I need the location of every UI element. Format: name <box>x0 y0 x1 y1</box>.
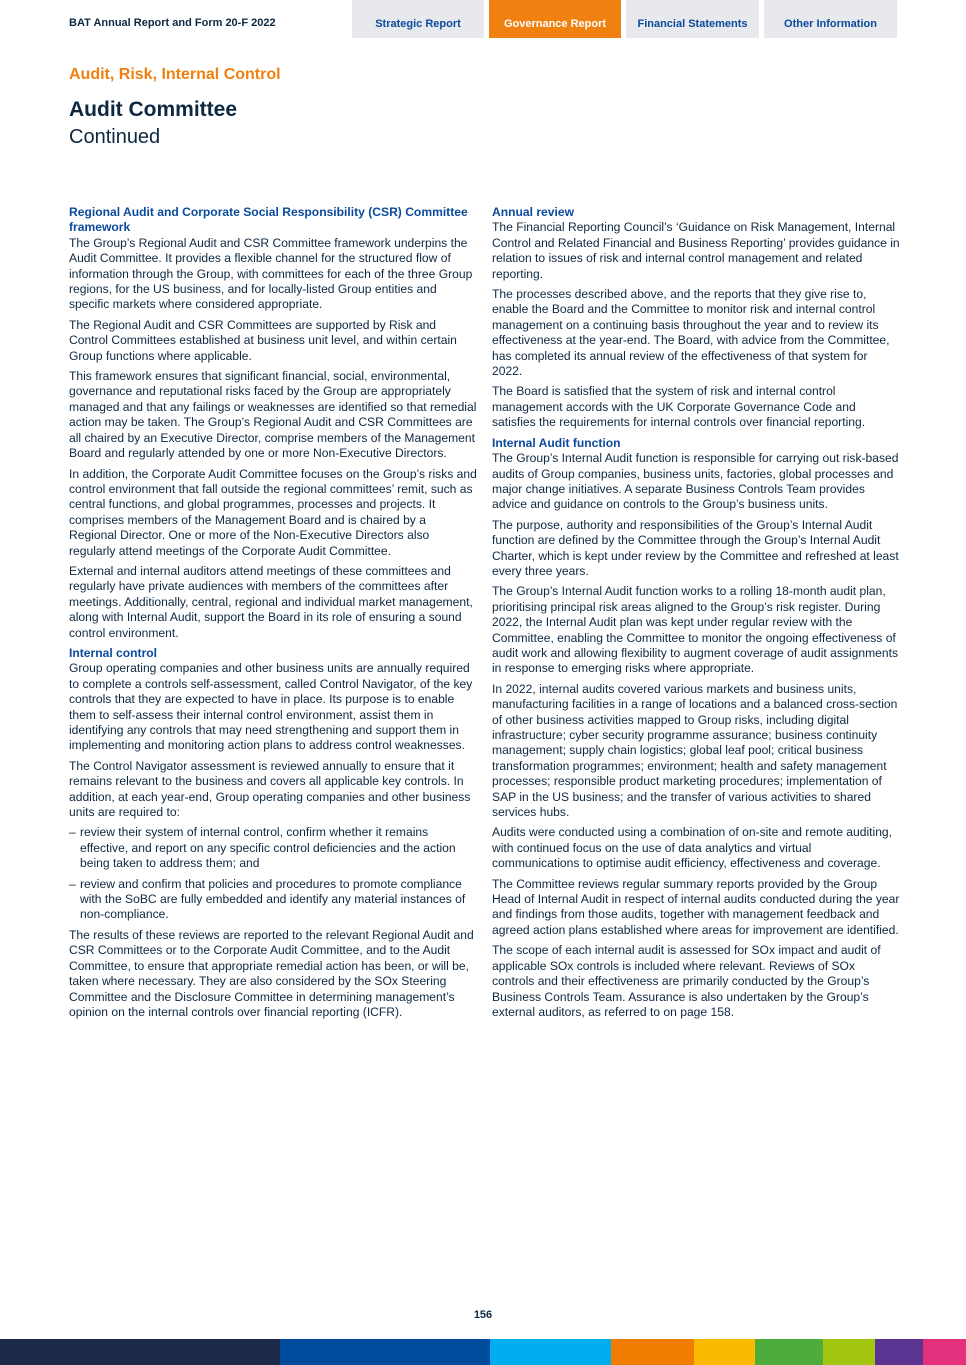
left-column <box>69 205 477 1025</box>
tab-strategic-report[interactable]: Strategic Report <box>352 0 484 38</box>
heading-internal-audit-function: Internal Audit function <box>492 435 621 450</box>
top-navigation-bar <box>0 0 966 38</box>
heading-internal-control: Internal control <box>69 645 158 660</box>
paragraph: The Control Navigator assessment is reviewed annually to ensure that it remains relevant to the business and covers all applicable key controls. In addition, at each year-end, Group operating companies and other business units are required to: <box>69 758 471 820</box>
list-item <box>69 825 477 871</box>
page-subtitle: Continued <box>69 126 161 148</box>
requirements-list <box>69 825 477 922</box>
paragraph: Group operating companies and other business units are annually required to complete a controls self-assessment, called Control Navigator, of the key controls that they are expected to have in place. Its purpose is to enable them to self-assess their internal control environment, assist them in identifying any controls that may need strengthening and support them in implementing and monitoring action plans to address control weaknesses. <box>69 661 473 753</box>
list-item-text: review their system of internal control, confirm whether it remains effective, and report on any specific control deficiencies and the action being taken to address them; and <box>80 825 456 871</box>
dash-bullet: – <box>69 825 76 840</box>
page-number: 156 <box>473 1309 493 1321</box>
tab-governance-report[interactable]: Governance Report <box>489 0 621 38</box>
color-segment <box>694 1339 755 1365</box>
paragraph: The processes described above, and the reports that they give rise to, enable the Board and the Committee to monitor risk and internal control management on a continuing basis throughout the year and to review its effectiveness at the year-end. The Board, with advice from the Committee, has completed its annual review of the effectiveness of that system for 2022. <box>492 287 890 379</box>
paragraph: The Regional Audit and CSR Committees are supported by Risk and Control Committees established at business unit level, and within certain Group functions where applicable. <box>69 317 457 363</box>
paragraph: The Committee reviews regular summary reports provided by the Group Head of Internal Audit in respect of internal audits conducted during the year and findings from those audits, together with management feedback and agreed action plans established where areas for improvement are identified. <box>492 876 900 937</box>
paragraph: The scope of each internal audit is assessed for SOx impact and audit of applicable SOx controls is included where relevant. Reviews of SOx controls and their effectiveness are primarily conducted by the Group’s Business Controls Team. Assurance is also undertaken by the Group’s external auditors, as referred to on page 158. <box>492 943 881 1019</box>
paragraph: The purpose, authority and responsibilities of the Group’s Internal Audit function are defined by the Committee through the Group’s Internal Audit Charter, which is kept under review by the Committee and refreshed at least every three years. <box>492 517 899 578</box>
color-segment <box>0 1339 280 1365</box>
tab-financial-statements[interactable]: Financial Statements <box>626 0 759 38</box>
color-segment <box>823 1339 875 1365</box>
color-segment <box>490 1339 611 1365</box>
right-column <box>492 205 900 1025</box>
paragraph: This framework ensures that significant financial, social, environmental, governance and reputational risks faced by the Group are appropriately managed and that any failings or weaknesses are identified so that remedial action may be taken. The Group’s Regional Audit and CSR Committees are all chaired by an Executive Director, comprise members of the Management Board and regularly attended by one or more Non-Executive Directors. <box>69 369 477 461</box>
paragraph: The Group’s Regional Audit and CSR Committee framework underpins the Audit Committee. It provides a flexible channel for the structured flow of information through the Group, with committees for each of the three Group regions, for the US business, and for locally-listed Group entities and specific markets where considered appropriate. <box>69 235 473 312</box>
dash-bullet: – <box>69 876 76 891</box>
paragraph: Audits were conducted using a combination of on-site and remote auditing, with continued focus on the use of data analytics and virtual communications to optimise audit efficiency, effectiveness and coverage. <box>492 825 893 871</box>
paragraph: The results of these reviews are reported to the relevant Regional Audit and CSR Committees or to the Corporate Audit Committee, and to the Audit Committee, to ensure that appropriate remedial action has been, or will be, taken where necessary. They are also considered by the SOx Steering Committee and the Disclosure Committee in determining management’s opinion on the internal controls over financial reporting (ICFR). <box>69 927 474 1019</box>
report-title: BAT Annual Report and Form 20-F 2022 <box>69 17 276 29</box>
list-item <box>69 877 477 923</box>
tab-other-information[interactable]: Other Information <box>764 0 897 38</box>
paragraph: In addition, the Corporate Audit Committee focuses on the Group’s risks and control environment that fall outside the regional committees’ remit, such as central functions, and global programmes, processes and projects. It comprises members of the Management Board and is chaired by a Regional Director. One or more of the Non-Executive Directors also regularly attend meetings of the Corporate Audit Committee. <box>69 466 477 558</box>
color-segment <box>755 1339 823 1365</box>
paragraph: In 2022, internal audits covered various markets and business units, manufacturing facilities in a range of locations and a balanced cross-section of other business activities mapped to Group risks, including digital infrastructure; cyber security programme assurance; business continuity management; supply chain logistics; global leaf pool; critical business transformation programmes; environment; health and safety management processes; responsible product marketing procedures; implementation of SAP in the US business; and the transfer of various activities to shared services hubs. <box>492 681 898 820</box>
section-label: Audit, Risk, Internal Control <box>69 66 281 83</box>
heading-regional-audit-framework: Regional Audit and Corporate Social Responsibility (CSR) Committee framework <box>69 205 468 235</box>
paragraph: External and internal auditors attend meetings of these committees and regularly have private audiences with members of the committees after meetings. Additionally, central, regional and individual market management, along with Internal Audit, support the Board in its role of ensuring a sound control environment. <box>69 563 473 640</box>
paragraph: The Board is satisfied that the system of risk and internal control management accords with the UK Corporate Governance Code and satisfies the requirements for internal controls over financial reporting. <box>492 384 866 430</box>
paragraph: The Financial Reporting Council’s ‘Guidance on Risk Management, Internal Control and Related Financial and Business Reporting’ provides guidance in relation to issues of risk and internal control management and related reporting. <box>492 220 900 281</box>
color-segment <box>280 1339 490 1365</box>
heading-annual-review: Annual review <box>492 205 574 219</box>
color-segment <box>611 1339 694 1365</box>
page-title: Audit Committee <box>69 98 237 121</box>
footer-color-bar <box>0 1339 966 1365</box>
paragraph: The Group’s Internal Audit function works to a rolling 18-month audit plan, prioritising principal risk areas aligned to the Group’s risk register. During 2022, the Internal Audit plan was kept under regular review with the Committee, enabling the Committee to monitor the ongoing effectiveness of audit work and allowing flexibility to augment coverage of audit assignments in response to emerging risks where appropriate. <box>492 584 899 676</box>
color-segment <box>923 1339 966 1365</box>
list-item-text: review and confirm that policies and procedures to promote compliance with the SoBC are fully embedded and identify any material instances of non-compliance. <box>80 876 466 922</box>
color-segment <box>875 1339 923 1365</box>
paragraph: The Group’s Internal Audit function is responsible for carrying out risk-based audits of Group companies, business units, factories, global processes and major change initiatives. A separate Business Controls Team provides advice and guidance on controls to the Group’s business units. <box>492 451 899 512</box>
